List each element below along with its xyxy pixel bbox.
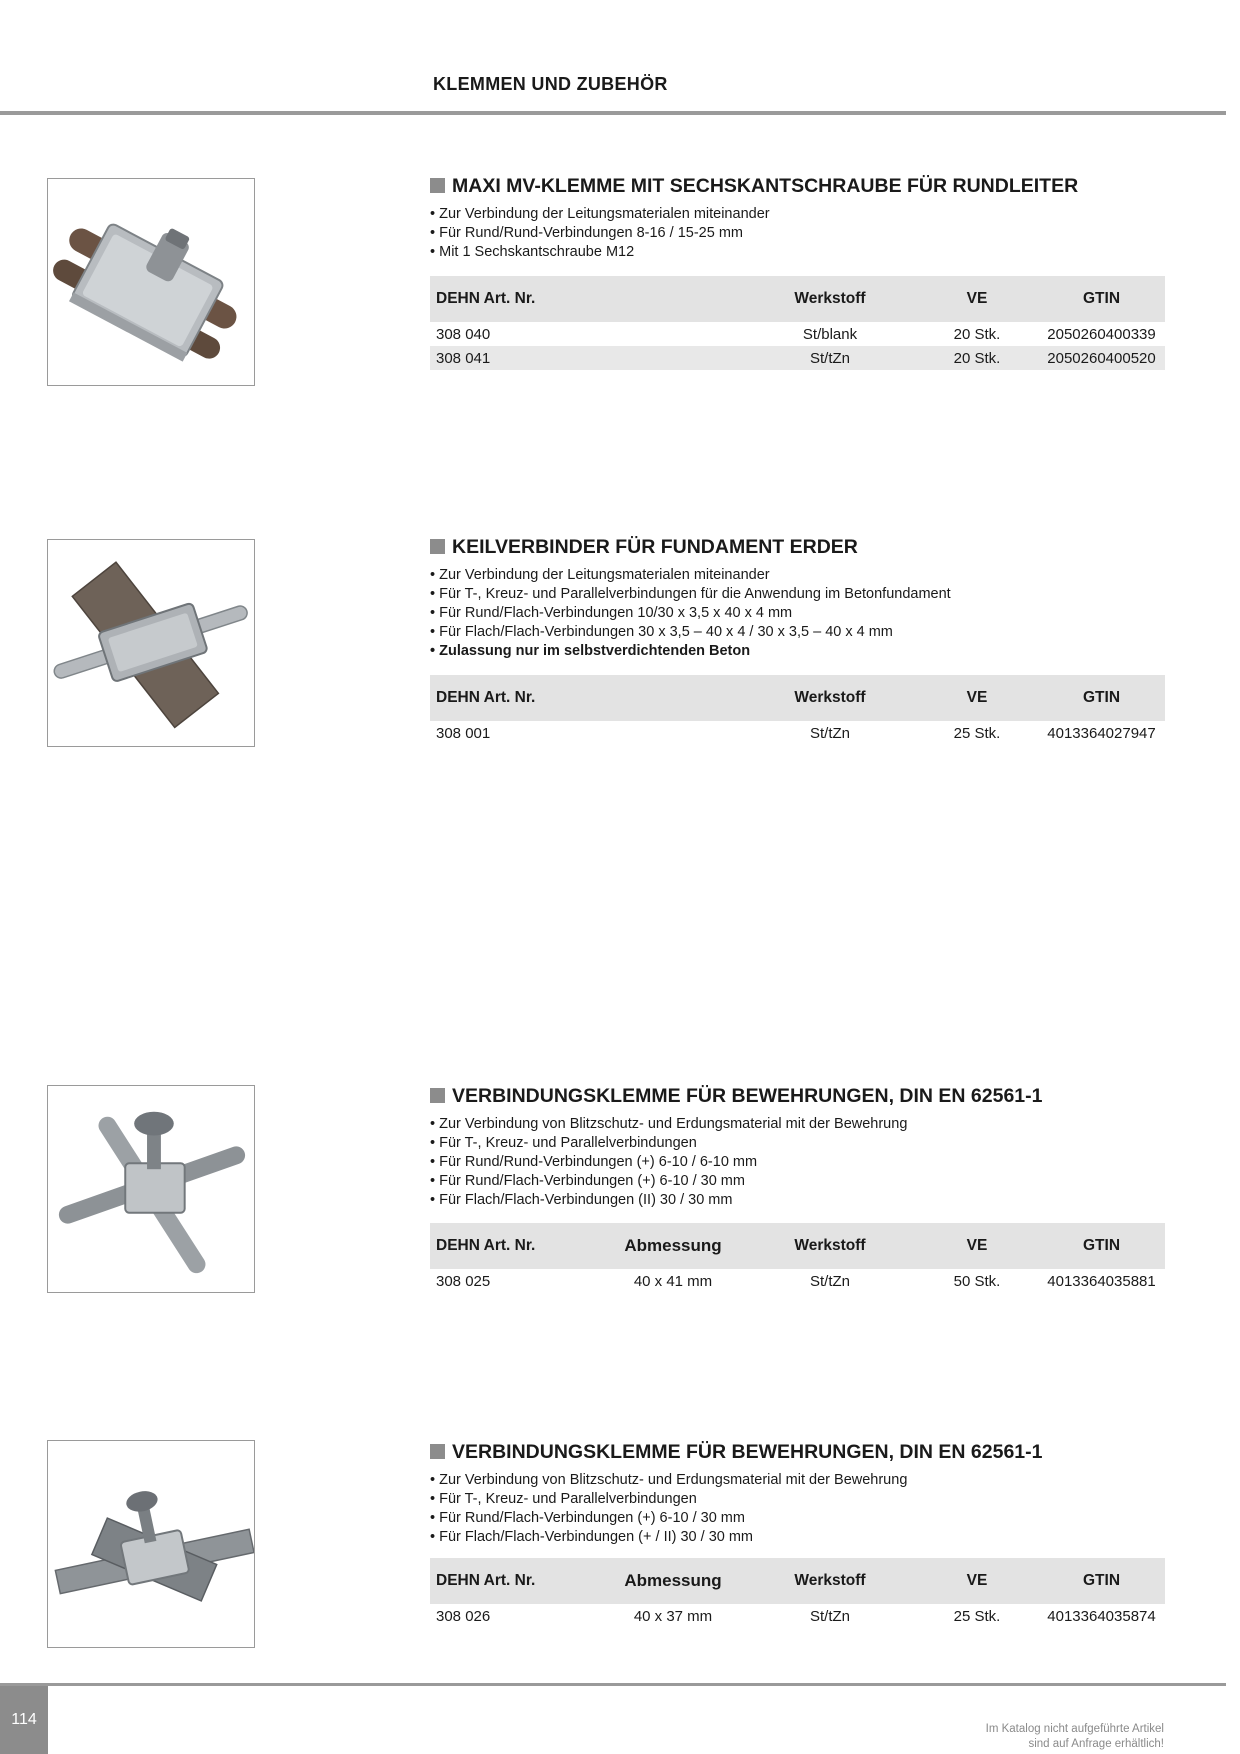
- table-row: [430, 721, 1165, 745]
- spec-table: [430, 675, 1165, 745]
- column-header: VE: [916, 276, 1038, 322]
- table-cell: 40 x 41 mm: [633, 1272, 713, 1290]
- list-item: • Für T-, Kreuz- und Parallelverbindungen für die Anwendung im Betonfundament: [430, 585, 1170, 604]
- column-header: GTIN: [1038, 1558, 1165, 1604]
- column-header: Werkstoff: [744, 1558, 916, 1604]
- list-item: • Für T-, Kreuz- und Parallelverbindungen: [430, 1134, 1170, 1153]
- table-cell: 20 Stk.: [953, 325, 1001, 343]
- column-header: DEHN Art. Nr.: [430, 675, 602, 721]
- table-cell: St/tZn: [809, 724, 850, 742]
- table-cell: 308 025: [436, 1272, 491, 1290]
- list-item: • Mit 1 Sechskantschraube M12: [430, 243, 1170, 262]
- table-cell: 20 Stk.: [916, 346, 1038, 370]
- column-header: GTIN: [1038, 276, 1165, 322]
- square-bullet-icon: [430, 1444, 445, 1459]
- column-header: Werkstoff: [744, 675, 916, 721]
- list-item: • Zur Verbindung der Leitungsmaterialen miteinander: [430, 205, 1170, 224]
- product-title: KEILVERBINDER FÜR FUNDAMENT ERDER: [430, 536, 1170, 559]
- footer-divider: [0, 1683, 1226, 1686]
- table-cell: 4013364035881: [1047, 1272, 1156, 1290]
- spec-table: [430, 1558, 1165, 1628]
- product-title: MAXI MV-KLEMME MIT SECHSKANTSCHRAUBE FÜR RUNDLEITER: [430, 175, 1170, 198]
- square-bullet-icon: [430, 178, 445, 193]
- table-cell: 2050260400339: [1047, 325, 1156, 343]
- table-cell: 50 Stk.: [953, 1272, 1001, 1290]
- feature-list: [430, 1471, 1170, 1547]
- product-photo-verbindungsklemme-flach: [47, 1440, 255, 1648]
- table-cell: 308 001: [436, 724, 491, 742]
- table-header-row: [430, 675, 1165, 721]
- column-header: GTIN: [1038, 675, 1165, 721]
- footer-note-line: Im Katalog nicht aufgeführte Artikel: [985, 1723, 1164, 1735]
- column-header: Abmessung: [602, 1223, 744, 1269]
- column-header-empty: [602, 276, 744, 322]
- column-header: DEHN Art. Nr.: [430, 276, 602, 322]
- table-header-row: [430, 1223, 1165, 1269]
- column-header: Werkstoff: [744, 276, 916, 322]
- column-header-empty: [602, 675, 744, 721]
- table-cell: 308 040: [436, 325, 491, 343]
- list-item: • Zur Verbindung von Blitzschutz- und Erdungsmaterial mit der Bewehrung: [430, 1471, 1170, 1490]
- spec-table: [430, 276, 1165, 370]
- table-cell: 25 Stk.: [953, 1607, 1001, 1625]
- table-cell: 308 026: [436, 1607, 491, 1625]
- feature-list: [430, 1115, 1170, 1210]
- footer-note-line: sind auf Anfrage erhältlich!: [1028, 1738, 1164, 1750]
- table-cell: 4013364035874: [1047, 1607, 1156, 1625]
- product-photo-keilverbinder: [47, 539, 255, 747]
- table-cell: 308 041: [430, 346, 602, 370]
- square-bullet-icon: [430, 1088, 445, 1103]
- table-cell: 25 Stk.: [953, 724, 1001, 742]
- table-cell: St/tZn: [809, 1607, 850, 1625]
- list-item: • Für T-, Kreuz- und Parallelverbindungen: [430, 1490, 1170, 1509]
- list-item: • Zur Verbindung von Blitzschutz- und Erdungsmaterial mit der Bewehrung: [430, 1115, 1170, 1134]
- list-item: • Zur Verbindung der Leitungsmaterialen miteinander: [430, 566, 1170, 585]
- wedge-connector-icon: [48, 540, 254, 746]
- list-item: • Zulassung nur im selbstverdichtenden Beton: [430, 642, 1170, 661]
- column-header: Werkstoff: [744, 1223, 916, 1269]
- table-row: [430, 346, 1165, 370]
- column-header: VE: [916, 1558, 1038, 1604]
- table-cell: St/tZn: [809, 1272, 850, 1290]
- column-header: DEHN Art. Nr.: [430, 1558, 602, 1604]
- product-photo-verbindungsklemme-rund: [47, 1085, 255, 1293]
- table-cell: 40 x 37 mm: [633, 1607, 713, 1625]
- table-header-row: [430, 276, 1165, 322]
- table-header-row: [430, 1558, 1165, 1604]
- product-title: VERBINDUNGSKLEMME FÜR BEWEHRUNGEN, DIN EN 62561-1: [430, 1441, 1170, 1464]
- column-header: VE: [916, 1223, 1038, 1269]
- spec-table: [430, 1223, 1165, 1293]
- product-title: VERBINDUNGSKLEMME FÜR BEWEHRUNGEN, DIN EN 62561-1: [430, 1085, 1170, 1108]
- feature-list: [430, 205, 1170, 262]
- product-photo-maxi-mv-klemme: [47, 178, 255, 386]
- square-bullet-icon: [430, 539, 445, 554]
- table-row: [430, 322, 1165, 346]
- header-divider: [0, 111, 1226, 115]
- list-item: • Für Flach/Flach-Verbindungen 30 x 3,5 – 40 x 4 / 30 x 3,5 – 40 x 4 mm: [430, 623, 1170, 642]
- reinforcement-clamp-flat-icon: [48, 1441, 254, 1647]
- column-header: DEHN Art. Nr.: [430, 1223, 602, 1269]
- table-cell: 2050260400520: [1038, 346, 1165, 370]
- list-item: • Für Flach/Flach-Verbindungen (+ / II) 30 / 30 mm: [430, 1528, 1170, 1547]
- table-cell: St/tZn: [744, 346, 916, 370]
- table-row: [430, 1269, 1165, 1293]
- table-cell: St/blank: [802, 325, 858, 343]
- list-item: • Für Rund/Rund-Verbindungen (+) 6-10 / 6-10 mm: [430, 1153, 1170, 1172]
- page-number: 114: [0, 1686, 48, 1754]
- list-item: • Für Rund/Rund-Verbindungen 8-16 / 15-25 mm: [430, 224, 1170, 243]
- table-row: [430, 1604, 1165, 1628]
- footer-note: [986, 1722, 1164, 1752]
- feature-list: [430, 566, 1170, 661]
- column-header: VE: [916, 675, 1038, 721]
- reinforcement-clamp-round-icon: [48, 1086, 254, 1292]
- list-item: • Für Rund/Flach-Verbindungen 10/30 x 3,5 x 40 x 4 mm: [430, 604, 1170, 623]
- column-header: Abmessung: [602, 1558, 744, 1604]
- list-item: • Für Flach/Flach-Verbindungen (II) 30 / 30 mm: [430, 1191, 1170, 1210]
- clamp-hex-screw-icon: [48, 179, 254, 385]
- list-item: • Für Rund/Flach-Verbindungen (+) 6-10 / 30 mm: [430, 1172, 1170, 1191]
- column-header: GTIN: [1038, 1223, 1165, 1269]
- list-item: • Für Rund/Flach-Verbindungen (+) 6-10 / 30 mm: [430, 1509, 1170, 1528]
- section-title: KLEMMEN UND ZUBEHÖR: [433, 74, 668, 94]
- table-cell: 4013364027947: [1047, 724, 1156, 742]
